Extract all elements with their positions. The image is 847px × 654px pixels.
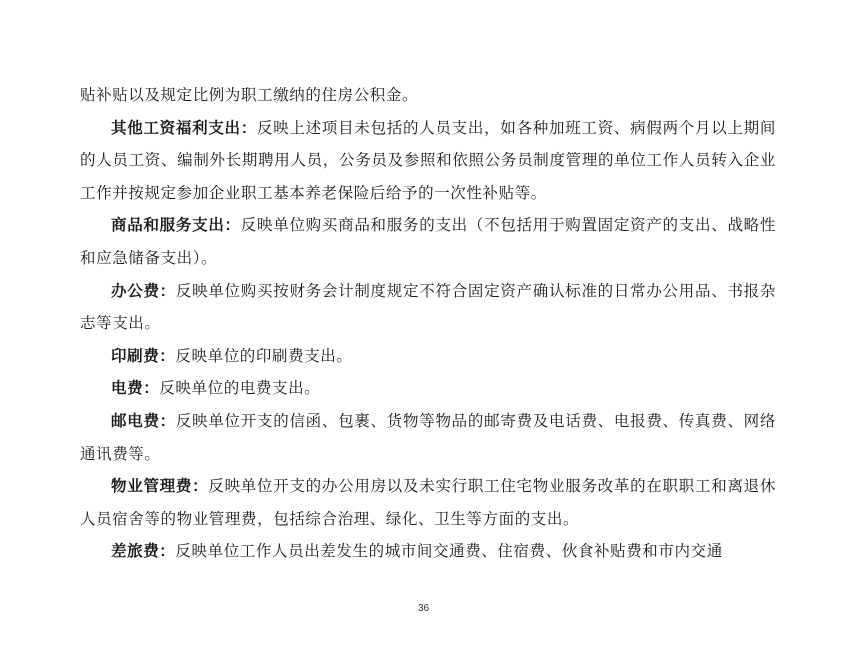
paragraph-other-wage-welfare xyxy=(80,112,776,210)
paragraph-text: 反映单位的印刷费支出。 xyxy=(175,346,353,365)
paragraph-continuation xyxy=(80,79,776,112)
paragraph-text: 反映单位工作人员出差发生的城市间交通费、住宿费、伙食补贴费和市内交通 xyxy=(175,542,723,561)
paragraph-term: 印刷费： xyxy=(111,346,176,365)
page-number: 36 xyxy=(417,603,430,614)
paragraph-text: 反映单位开支的信函、包裹、货物等物品的邮寄费及电话费、电报费、传真费、网络通讯费等。 xyxy=(80,411,776,463)
paragraph-electricity xyxy=(80,372,776,405)
paragraph-term: 商品和服务支出： xyxy=(111,216,241,235)
paragraph-term: 物业管理费： xyxy=(111,477,209,496)
paragraph-printing xyxy=(80,340,776,373)
paragraph-property-management xyxy=(80,470,776,535)
paragraph-travel xyxy=(80,535,776,568)
paragraph-term: 电费： xyxy=(111,379,160,398)
paragraph-goods-services xyxy=(80,209,776,274)
paragraph-postal-telecom xyxy=(80,405,776,470)
document-body xyxy=(80,79,776,568)
paragraph-term: 邮电费： xyxy=(111,411,176,430)
paragraph-office-expenses xyxy=(80,275,776,340)
paragraph-text: 反映上述项目未包括的人员支出，如各种加班工资、病假两个月以上期间的人员工资、编制外长期聘用人员，公务员及参照和依照公务员制度管理的单位工作人员转入企业工作并按规定参加企业职工基本养老保险后给予的一次性补贴等。 xyxy=(80,118,777,202)
paragraph-term: 差旅费： xyxy=(111,542,176,561)
paragraph-term: 其他工资福利支出： xyxy=(111,118,258,137)
paragraph-text: 贴补贴以及规定比例为职工缴纳的住房公积金。 xyxy=(80,86,419,104)
paragraph-text: 反映单位开支的办公用房以及未实行职工住宅物业服务改革的在职职工和离退休人员宿舍等的物业管理费，包括综合治理、绿化、卫生等方面的支出。 xyxy=(80,477,776,528)
paragraph-text: 反映单位购买商品和服务的支出（不包括用于购置固定资产的支出、战略性和应急储备支出）。 xyxy=(80,216,776,267)
paragraph-text: 反映单位购买按财务会计制度规定不符合固定资产确认标准的日常办公用品、书报杂志等支出。 xyxy=(80,281,776,333)
paragraph-term: 办公费： xyxy=(111,281,176,300)
paragraph-text: 反映单位的电费支出。 xyxy=(159,379,321,398)
